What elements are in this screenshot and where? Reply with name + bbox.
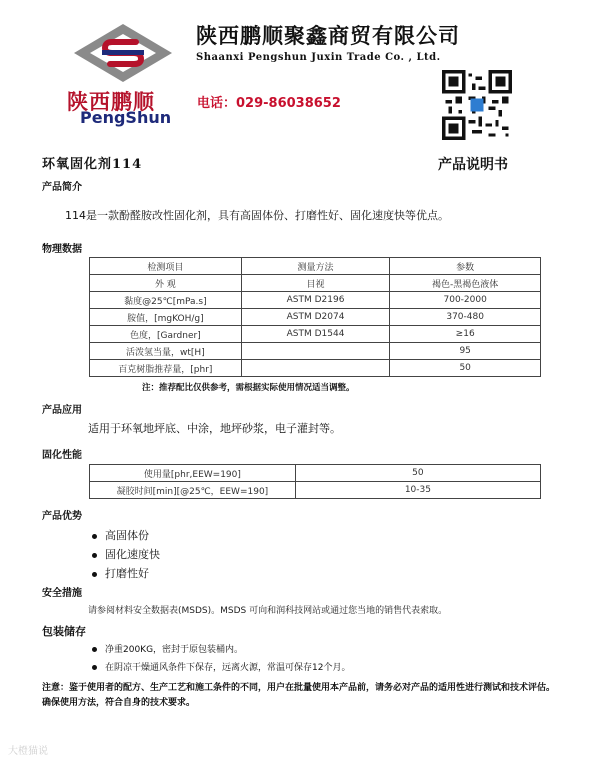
- table-cell: ASTM D1544: [241, 326, 390, 343]
- list-item: 固化速度快: [92, 545, 160, 564]
- product-title: 环氧固化剂114: [42, 157, 143, 172]
- company-name-cn: 陕西鹏顺聚鑫商贸有限公司: [196, 23, 460, 48]
- table-cell: 百克树脂推荐量，[phr]: [90, 360, 242, 377]
- safety-text: 请参阅材料安全数据表(MSDS)。MSDS 可向和润科技网站或通过您当地的销售代表索取。: [88, 606, 448, 616]
- safety-heading: 安全措施: [42, 588, 82, 599]
- table-cell: [241, 343, 390, 360]
- table-row: [90, 326, 541, 343]
- table-row: [90, 275, 541, 292]
- application-heading: 产品应用: [42, 405, 82, 416]
- physical-heading: 物理数据: [42, 244, 82, 255]
- company-logo: [72, 22, 174, 84]
- table-cell: ASTM D2074: [241, 309, 390, 326]
- table-row: [90, 360, 541, 377]
- curing-table: [89, 464, 541, 499]
- table-header-cell: 测量方法: [241, 258, 390, 275]
- advantages-heading: 产品优势: [42, 511, 82, 522]
- watermark: 大橙猫说: [8, 746, 48, 757]
- table-cell: 黏度@25℃[mPa.s]: [90, 292, 242, 309]
- table-row: [90, 309, 541, 326]
- company-name-en: Shaanxi Pengshun Juxin Trade Co. , Ltd.: [196, 52, 441, 63]
- table-cell: 褐色-黑褐色液体: [390, 275, 541, 292]
- packaging-heading: 包装储存: [42, 625, 86, 638]
- table-row: [90, 482, 541, 499]
- intro-heading: 产品简介: [42, 182, 82, 193]
- advantages-list: [92, 526, 160, 583]
- table-cell: 胺值，[mgKOH/g]: [90, 309, 242, 326]
- table-cell: 使用量[phr,EEW=190]: [90, 465, 296, 482]
- manual-title: 产品说明书: [438, 157, 508, 173]
- list-item: 打磨性好: [92, 564, 160, 583]
- bullet-icon: [92, 572, 97, 577]
- bullet-icon: [92, 647, 97, 652]
- table-header-row: [90, 258, 541, 275]
- table-cell: 目视: [241, 275, 390, 292]
- table-cell: 10-35: [295, 482, 540, 499]
- table-cell: 活泼氢当量，wt[H]: [90, 343, 242, 360]
- table-row: [90, 465, 541, 482]
- brand-name-cn: 陕西鹏顺: [67, 90, 155, 114]
- table-header-cell: 检测项目: [90, 258, 242, 275]
- table-header-cell: 参数: [390, 258, 541, 275]
- table-cell: ASTM D2196: [241, 292, 390, 309]
- table-cell: 50: [295, 465, 540, 482]
- table-cell: 外 观: [90, 275, 242, 292]
- packaging-list: [92, 641, 350, 677]
- table-cell: 370-480: [390, 309, 541, 326]
- table-cell: 50: [390, 360, 541, 377]
- footer-note: 注意：鉴于使用者的配方、生产工艺和施工条件的不同，用户在批量使用本产品前，请务必对产品的适用性进行测试和技术评估。确保使用方法，符合自身的技术要求。: [42, 683, 556, 708]
- table-cell: 色度，[Gardner]: [90, 326, 242, 343]
- table-cell: 95: [390, 343, 541, 360]
- table-row: [90, 343, 541, 360]
- bullet-icon: [92, 665, 97, 670]
- physical-note: 注：推荐配比仅供参考，需根据实际使用情况适当调整。: [142, 383, 355, 393]
- table-row: [90, 292, 541, 309]
- intro-text: 114是一款酚醛胺改性固化剂，具有高固体份、打磨性好、固化速度快等优点。: [65, 209, 449, 222]
- bullet-icon: [92, 534, 97, 539]
- table-cell: 700-2000: [390, 292, 541, 309]
- table-cell: [241, 360, 390, 377]
- physical-data-table: [89, 257, 541, 377]
- list-item: 净重200KG，密封于原包装桶内。: [92, 641, 350, 659]
- curing-heading: 固化性能: [42, 450, 82, 461]
- phone-number: 电话：029-86038652: [197, 96, 341, 111]
- brand-name-en: PengShun: [80, 108, 172, 127]
- table-cell: 凝胶时间[min][@25℃，EEW=190]: [90, 482, 296, 499]
- table-cell: ≥16: [390, 326, 541, 343]
- list-item: 在阴凉干燥通风条件下保存，远离火源，常温可保存12个月。: [92, 659, 350, 677]
- application-text: 适用于环氧地坪底、中涂，地坪砂浆，电子灌封等。: [88, 422, 341, 435]
- list-item: 高固体份: [92, 526, 160, 545]
- qr-code-icon: [442, 70, 512, 140]
- bullet-icon: [92, 553, 97, 558]
